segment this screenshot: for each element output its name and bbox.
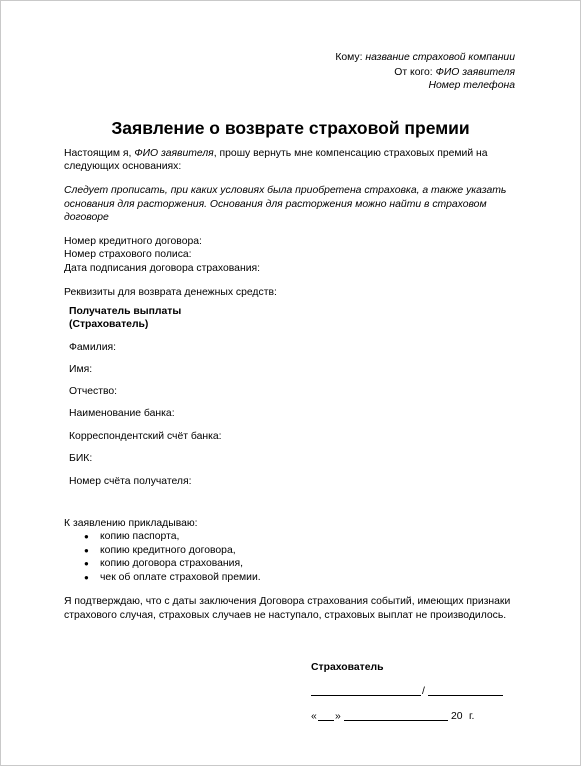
requisites-heading: Реквизиты для возврата денежных средств: <box>64 287 277 298</box>
month-line <box>344 720 448 721</box>
document-title: Заявление о возврате страховой премии <box>111 118 470 138</box>
confirmation-line-1: Я подтверждаю, что с даты заключения Договора страхования событий, имеющих признаки <box>64 596 511 607</box>
intro-part2: , прошу вернуть мне компенсацию страховых премий на <box>213 148 488 159</box>
confirmation-line-2: страхового случая, страховых случаев не наступало, страховых выплат не производилось. <box>64 610 507 621</box>
phone-line: Номер телефона <box>428 80 515 91</box>
attachment-item: копию паспорта, <box>100 531 180 542</box>
day-line <box>318 720 334 721</box>
patronymic-field: Отчество: <box>69 386 118 397</box>
intro-line-2: следующих основаниях: <box>64 161 182 172</box>
intro-name-placeholder: ФИО заявителя <box>134 148 214 159</box>
sender-line <box>394 66 515 79</box>
bik-field: БИК: <box>69 453 93 464</box>
year-suffix: г. <box>469 711 475 722</box>
instruction-line-1: Следует прописать, при каких условиях была приобретена страховка, а также указать <box>64 185 507 196</box>
policy-number-field: Номер страхового полиса: <box>64 249 192 260</box>
attachment-item: чек об оплате страховой премии. <box>100 572 261 583</box>
signature-label: Страхователь <box>311 662 384 673</box>
bullet-icon: ● <box>84 559 89 568</box>
surname-field: Фамилия: <box>69 342 117 353</box>
to-value: название страховой компании <box>365 52 515 63</box>
corr-account-field: Корреспондентский счёт банка: <box>69 431 222 442</box>
recipient-line <box>335 51 515 64</box>
instruction-line-3: договоре <box>64 212 109 223</box>
account-number-field: Номер счёта получателя: <box>69 476 192 487</box>
instruction-line-2: основания для расторжения. Основания для расторжения можно найти в страховом <box>64 199 487 210</box>
date-quote-close: » <box>335 711 341 722</box>
attachments-heading: К заявлению прикладываю: <box>64 518 198 529</box>
from-label: От кого: <box>394 67 433 78</box>
bullet-icon: ● <box>84 546 89 555</box>
attachment-item: копию договора страхования, <box>100 558 243 569</box>
bullet-icon: ● <box>84 532 89 541</box>
name-decoding-line <box>428 695 503 696</box>
bullet-icon: ● <box>84 573 89 582</box>
signature-line <box>311 695 421 696</box>
bank-name-field: Наименование банка: <box>69 408 175 419</box>
intro-part1: Настоящим я, <box>64 148 132 159</box>
first-name-field: Имя: <box>69 364 93 375</box>
attachment-item: копию кредитного договора, <box>100 545 236 556</box>
signature-separator: / <box>422 686 425 697</box>
from-value: ФИО заявителя <box>435 67 515 78</box>
credit-contract-field: Номер кредитного договора: <box>64 236 202 247</box>
to-label: Кому: <box>335 52 363 63</box>
intro-line-1 <box>64 147 488 160</box>
date-quote-open: « <box>311 711 317 722</box>
year-prefix: 20 <box>451 711 463 722</box>
recipient-heading-2: (Страхователь) <box>69 319 149 330</box>
recipient-heading-1: Получатель выплаты <box>69 306 182 317</box>
signing-date-field: Дата подписания договора страхования: <box>64 263 261 274</box>
